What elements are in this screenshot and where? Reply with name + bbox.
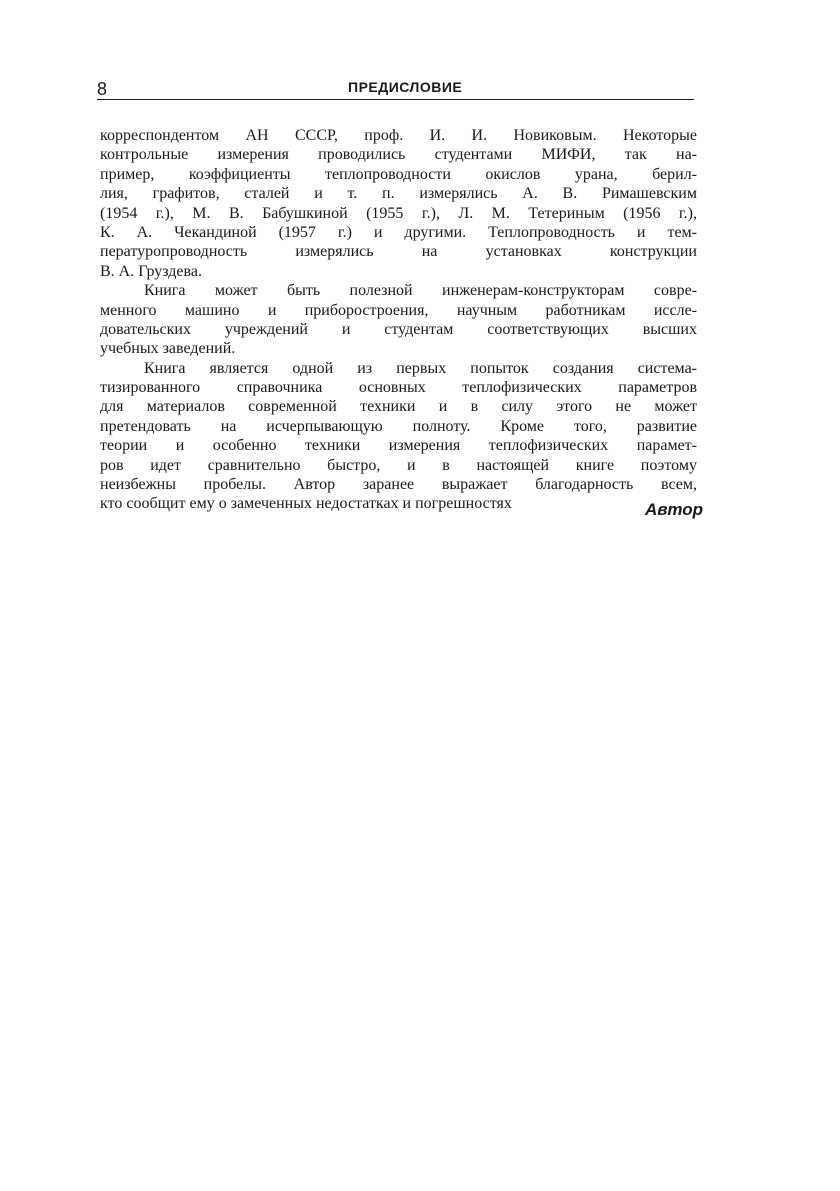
text-line: менного машино и приборостроения, научным работникам иссле- xyxy=(100,301,697,319)
text-line: теории и особенно техники измерения теплофизических парамет- xyxy=(100,437,697,455)
text-line: К. А. Чекандиной (1957 г.) и другими. Теплопроводность и тем- xyxy=(100,223,697,241)
text-line: Книга может быть полезной инженерам-конструкторам совре- xyxy=(144,282,697,300)
paragraph-3 xyxy=(100,359,697,514)
text-line: неизбежны пробелы. Автор заранее выражает благодарность всем, xyxy=(100,476,697,494)
running-title: ПРЕДИСЛОВИЕ xyxy=(348,79,463,95)
text-line: пературопроводность измерялись на установках конструкции xyxy=(100,243,697,261)
text-line: (1954 г.), М. В. Бабушкиной (1955 г.), Л. М. Тетериным (1956 г.), xyxy=(100,204,697,222)
text-line: Книга является одной из первых попыток создания система- xyxy=(144,359,697,377)
text-line: тизированного справочника основных теплофизических параметров xyxy=(100,379,697,397)
paragraph-1 xyxy=(100,126,697,281)
text-line: пример, коэффициенты теплопроводности окислов урана, берил- xyxy=(100,165,697,183)
text-line: лия, графитов, сталей и т. п. измерялись А. В. Римашевским xyxy=(100,185,697,203)
paragraph-2 xyxy=(100,281,697,359)
text-line: учебных заведений. xyxy=(100,340,236,358)
text-line: ров идет сравнительно быстро, и в настоящей книге поэтому xyxy=(100,456,697,474)
text-line: В. А. Груздева. xyxy=(100,262,202,280)
header-rule xyxy=(97,99,694,100)
page-number: 8 xyxy=(97,79,108,99)
author-signature: Автор xyxy=(645,500,703,519)
text-line: довательских учреждений и студентам соответствующих высших xyxy=(100,320,697,338)
text-line: контрольные измерения проводились студентами МИФИ, так на- xyxy=(100,146,697,164)
text-line: для материалов современной техники и в силу этого не может xyxy=(100,398,697,416)
text-line: кто сообщит ему о замеченных недостатках и погрешностях xyxy=(100,495,512,513)
text-line: корреспондентом АН СССР, проф. И. И. Новиковым. Некоторые xyxy=(100,127,697,144)
text-line: претендовать на исчерпывающую полноту. Кроме того, развитие xyxy=(100,417,697,435)
text-body xyxy=(100,126,697,514)
